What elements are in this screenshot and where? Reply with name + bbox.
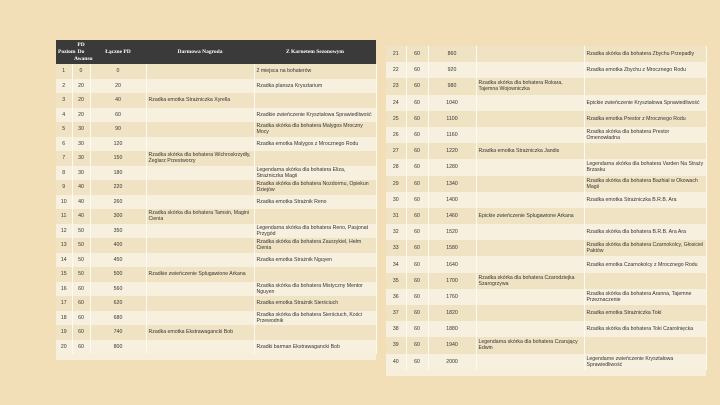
cell-season-pass-reward: Legendarna skórka dla bohatera Eliza, Strażniczka Magii: [254, 166, 376, 181]
cell-total-xp: 1100: [428, 111, 476, 127]
cell-xp-to-level: 60: [72, 325, 90, 340]
cell-xp-to-level: 60: [406, 289, 428, 305]
cell-level: 5: [56, 122, 72, 137]
cell-level: 7: [56, 151, 72, 166]
cell-xp-to-level: 60: [406, 208, 428, 224]
cell-season-pass-reward: Rzadka skórka dla bohatera Mistyczny Mentor Nguyen: [254, 282, 376, 297]
cell-total-xp: 1040: [428, 95, 476, 111]
cell-free-reward: Epickie zwieńczenie Splugawione Arkana: [476, 208, 584, 224]
cell-free-reward: [476, 127, 584, 143]
level-table-left: [56, 40, 376, 360]
cell-xp-to-level: 60: [406, 78, 428, 94]
cell-level: 10: [56, 195, 72, 210]
table-row: [56, 79, 376, 94]
table-row: [56, 282, 376, 297]
cell-total-xp: 60: [90, 108, 146, 123]
cell-season-pass-reward: [584, 337, 706, 353]
cell-xp-to-level: 60: [72, 340, 90, 355]
cell-free-reward: [476, 111, 584, 127]
cell-total-xp: 1340: [428, 176, 476, 192]
cell-xp-to-level: 60: [406, 337, 428, 353]
table-row: [56, 166, 376, 181]
cell-season-pass-reward: Rzadka emotka Strażnik Sierściuch: [254, 296, 376, 311]
table-row: [386, 321, 706, 337]
cell-xp-to-level: 30: [72, 151, 90, 166]
cell-xp-to-level: 60: [406, 321, 428, 337]
cell-free-reward: Rzadka skórka dla bohatera Wichroskrzydły, Żeglarz Przestworzy: [146, 151, 254, 166]
table-row: [56, 122, 376, 137]
cell-xp-to-level: 30: [72, 137, 90, 152]
table-row: [56, 224, 376, 239]
cell-level: 27: [386, 143, 406, 159]
table-row: [56, 195, 376, 210]
cell-level: 33: [386, 240, 406, 256]
table-row: [56, 209, 376, 224]
table-row: [56, 253, 376, 268]
cell-xp-to-level: 20: [72, 108, 90, 123]
cell-season-pass-reward: Rzadka skórka dla bohatera Zbychu Przepadły: [584, 46, 706, 62]
cell-season-pass-reward: [254, 209, 376, 224]
cell-total-xp: 500: [90, 267, 146, 282]
cell-free-reward: [476, 256, 584, 272]
cell-total-xp: 40: [90, 93, 146, 108]
cell-level: 37: [386, 305, 406, 321]
header-xp-to-level: PD Do Awansu: [72, 40, 90, 64]
cell-free-reward: [146, 296, 254, 311]
table-row: [386, 78, 706, 94]
table-row: [56, 325, 376, 340]
cell-total-xp: 1580: [428, 240, 476, 256]
cell-level: 30: [386, 192, 406, 208]
cell-xp-to-level: 50: [72, 253, 90, 268]
cell-free-reward: Rzadka skórka dla bohatera Rokara, Tajemna Wojowniczka: [476, 78, 584, 94]
cell-free-reward: [146, 137, 254, 152]
cell-total-xp: 260: [90, 195, 146, 210]
cell-season-pass-reward: Rzadka emotka Strażnik Nguyen: [254, 253, 376, 268]
cell-level: 9: [56, 180, 72, 195]
cell-level: 29: [386, 176, 406, 192]
cell-season-pass-reward: Legendarna skórka dla bohatera Varden Na Straży Brzasku: [584, 159, 706, 175]
cell-season-pass-reward: Rzadkie zwieńczenie Kryształowa Sprawiedliwość: [254, 108, 376, 123]
cell-xp-to-level: 60: [406, 192, 428, 208]
cell-total-xp: 1820: [428, 305, 476, 321]
cell-xp-to-level: 40: [72, 195, 90, 210]
cell-xp-to-level: 50: [72, 224, 90, 239]
table-row: [386, 192, 706, 208]
cell-level: 31: [386, 208, 406, 224]
cell-free-reward: Rzadkie zwieńczenie Splugawione Arkana: [146, 267, 254, 282]
cell-level: 17: [56, 296, 72, 311]
cell-free-reward: [476, 62, 584, 78]
cell-level: 20: [56, 340, 72, 355]
cell-xp-to-level: 60: [72, 282, 90, 297]
cell-xp-to-level: 50: [72, 267, 90, 282]
cell-total-xp: 1700: [428, 273, 476, 289]
cell-season-pass-reward: Epickie zwieńczenie Kryształowa Sprawiedliwość: [584, 95, 706, 111]
cell-total-xp: 1220: [428, 143, 476, 159]
table-row: [386, 208, 706, 224]
cell-xp-to-level: 30: [72, 122, 90, 137]
cell-season-pass-reward: Rzadka emotka Strażniczka B.R.B. Ara: [584, 192, 706, 208]
cell-free-reward: [146, 64, 254, 79]
cell-level: 21: [386, 46, 406, 62]
cell-total-xp: 1400: [428, 192, 476, 208]
cell-season-pass-reward: Rzadka emotka Zbychu z Mrocznego Rodu: [584, 62, 706, 78]
cell-total-xp: 1940: [428, 337, 476, 353]
cell-season-pass-reward: Rzadka emotka Strażnik Reno: [254, 195, 376, 210]
cell-free-reward: Rzadka skórka dla bohatera Czarodziejka Szarogrzywa: [476, 273, 584, 289]
cell-free-reward: [146, 166, 254, 181]
cell-total-xp: 560: [90, 282, 146, 297]
cell-xp-to-level: 60: [406, 127, 428, 143]
table-header-row: [56, 40, 376, 64]
cell-total-xp: 120: [90, 137, 146, 152]
cell-level: 25: [386, 111, 406, 127]
cell-season-pass-reward: 2 miejsca na bohaterów: [254, 64, 376, 79]
table-row: [386, 354, 706, 370]
cell-xp-to-level: 20: [72, 79, 90, 94]
table-row: [56, 267, 376, 282]
table-row: [56, 108, 376, 123]
cell-level: 18: [56, 311, 72, 326]
header-total-xp: Łączne PD: [90, 40, 146, 64]
cell-season-pass-reward: [584, 143, 706, 159]
cell-level: 3: [56, 93, 72, 108]
cell-total-xp: 620: [90, 296, 146, 311]
cell-free-reward: [476, 354, 584, 370]
cell-level: 36: [386, 289, 406, 305]
cell-level: 40: [386, 354, 406, 370]
cell-free-reward: [146, 282, 254, 297]
cell-level: 8: [56, 166, 72, 181]
cell-season-pass-reward: Rzadka skórka dla bohatera Malygos Mroczny Mocy: [254, 122, 376, 137]
cell-total-xp: 300: [90, 209, 146, 224]
cell-total-xp: 150: [90, 151, 146, 166]
table-row: [56, 238, 376, 253]
cell-season-pass-reward: Rzadka skórka dla bohatera B.R.B. Ara Ara: [584, 224, 706, 240]
cell-season-pass-reward: Rzadka skórka dla bohatera Prestor Omenowładna: [584, 127, 706, 143]
cell-season-pass-reward: Rzadka emotka Prestor z Mrocznego Rodu: [584, 111, 706, 127]
cell-total-xp: 90: [90, 122, 146, 137]
cell-season-pass-reward: [584, 78, 706, 94]
table-row: [386, 46, 706, 62]
table-row: [56, 93, 376, 108]
cell-level: 35: [386, 273, 406, 289]
cell-season-pass-reward: [254, 325, 376, 340]
cell-total-xp: 680: [90, 311, 146, 326]
cell-level: 13: [56, 238, 72, 253]
cell-xp-to-level: 60: [406, 240, 428, 256]
cell-total-xp: 1280: [428, 159, 476, 175]
cell-level: 15: [56, 267, 72, 282]
cell-total-xp: 350: [90, 224, 146, 239]
table-row: [386, 240, 706, 256]
cell-season-pass-reward: Rzadka skórka dla bohatera Bazhial w Okowach Magii: [584, 176, 706, 192]
cell-xp-to-level: 60: [406, 111, 428, 127]
cell-free-reward: [146, 79, 254, 94]
table-row: [56, 311, 376, 326]
cell-season-pass-reward: Rzadka skórka dla bohatera Aranna, Tajemne Przeznaczenie: [584, 289, 706, 305]
cell-free-reward: Rzadka emotka Strażniczka Jandis: [476, 143, 584, 159]
cell-xp-to-level: 60: [406, 62, 428, 78]
cell-xp-to-level: 60: [406, 224, 428, 240]
cell-season-pass-reward: Rzadka emotka Malygos z Mrocznego Rodu: [254, 137, 376, 152]
cell-level: 38: [386, 321, 406, 337]
cell-total-xp: 20: [90, 79, 146, 94]
table-row: [386, 127, 706, 143]
cell-free-reward: [476, 192, 584, 208]
cell-level: 2: [56, 79, 72, 94]
cell-season-pass-reward: Rzadka skórka dla bohatera Zaurzykiel, Hełm Cienia: [254, 238, 376, 253]
cell-level: 26: [386, 127, 406, 143]
cell-season-pass-reward: Rzadka emotka Strażniczka Toki: [584, 305, 706, 321]
cell-total-xp: 450: [90, 253, 146, 268]
cell-free-reward: Rzadka emotka Strażniczka Xyrella: [146, 93, 254, 108]
cell-free-reward: [146, 340, 254, 355]
cell-level: 12: [56, 224, 72, 239]
cell-level: 16: [56, 282, 72, 297]
table-row: [386, 143, 706, 159]
level-table-right: [386, 46, 706, 376]
cell-level: 34: [386, 256, 406, 272]
table-row: [56, 296, 376, 311]
cell-free-reward: [476, 159, 584, 175]
cell-total-xp: 800: [90, 340, 146, 355]
table-row: [386, 289, 706, 305]
cell-xp-to-level: 40: [72, 180, 90, 195]
cell-level: 1: [56, 64, 72, 79]
cell-free-reward: [476, 240, 584, 256]
cell-total-xp: 1880: [428, 321, 476, 337]
cell-season-pass-reward: [584, 273, 706, 289]
cell-season-pass-reward: Legendarna skórka dla bohatera Reno, Pasjonat Przygód: [254, 224, 376, 239]
cell-total-xp: 0: [90, 64, 146, 79]
cell-total-xp: 740: [90, 325, 146, 340]
cell-season-pass-reward: Rzadka skórka dla bohatera Czarnokolcy, Głosiciel Paktów: [584, 240, 706, 256]
cell-xp-to-level: 30: [72, 166, 90, 181]
cell-xp-to-level: 60: [406, 176, 428, 192]
cell-level: 22: [386, 62, 406, 78]
table-row: [56, 151, 376, 166]
cell-xp-to-level: 60: [406, 305, 428, 321]
table-row: [386, 337, 706, 353]
cell-free-reward: [146, 253, 254, 268]
cell-free-reward: [146, 195, 254, 210]
cell-total-xp: 2000: [428, 354, 476, 370]
table-row: [386, 95, 706, 111]
table-row: [386, 273, 706, 289]
cell-total-xp: 180: [90, 166, 146, 181]
cell-total-xp: 1460: [428, 208, 476, 224]
table-row: [386, 256, 706, 272]
cell-xp-to-level: 50: [72, 238, 90, 253]
cell-level: 39: [386, 337, 406, 353]
cell-total-xp: 400: [90, 238, 146, 253]
cell-level: 32: [386, 224, 406, 240]
cell-season-pass-reward: [254, 267, 376, 282]
table-row: [386, 224, 706, 240]
cell-free-reward: [146, 108, 254, 123]
cell-season-pass-reward: Rzadki barman Ekstrawagancki Bob: [254, 340, 376, 355]
cell-level: 14: [56, 253, 72, 268]
cell-season-pass-reward: Legendarne zwieńczenie Kryształowa Sprawiedliwość: [584, 354, 706, 370]
cell-level: 28: [386, 159, 406, 175]
cell-season-pass-reward: Rzadka plansza Krysztarium: [254, 79, 376, 94]
table-row: [386, 305, 706, 321]
cell-free-reward: [146, 311, 254, 326]
cell-level: 6: [56, 137, 72, 152]
cell-xp-to-level: 60: [406, 354, 428, 370]
cell-free-reward: Rzadka emotka Ekstrawagancki Bob: [146, 325, 254, 340]
cell-xp-to-level: 60: [406, 46, 428, 62]
cell-total-xp: 1520: [428, 224, 476, 240]
cell-free-reward: [146, 122, 254, 137]
cell-xp-to-level: 60: [406, 273, 428, 289]
table-row: [386, 159, 706, 175]
cell-xp-to-level: 60: [406, 143, 428, 159]
cell-xp-to-level: 60: [406, 256, 428, 272]
cell-total-xp: 220: [90, 180, 146, 195]
cell-total-xp: 920: [428, 62, 476, 78]
cell-total-xp: 980: [428, 78, 476, 94]
cell-xp-to-level: 60: [72, 311, 90, 326]
cell-free-reward: [476, 46, 584, 62]
cell-xp-to-level: 40: [72, 209, 90, 224]
cell-season-pass-reward: [584, 208, 706, 224]
header-free-reward: Darmowa Nagroda: [146, 40, 254, 64]
cell-total-xp: 1160: [428, 127, 476, 143]
cell-season-pass-reward: Rzadka skórka dla bohatera Sierściuch, Kości Przewodnik: [254, 311, 376, 326]
table-row: [56, 137, 376, 152]
header-season-pass-reward: Z Karnetem Sezonowym: [254, 40, 376, 64]
cell-free-reward: [476, 289, 584, 305]
table-row: [386, 62, 706, 78]
table-row: [56, 64, 376, 79]
cell-xp-to-level: 60: [72, 296, 90, 311]
cell-free-reward: [146, 180, 254, 195]
cell-level: 24: [386, 95, 406, 111]
cell-level: 11: [56, 209, 72, 224]
table-row: [386, 176, 706, 192]
cell-level: 23: [386, 78, 406, 94]
cell-xp-to-level: 0: [72, 64, 90, 79]
header-level: Poziom: [56, 40, 72, 64]
cell-total-xp: 1640: [428, 256, 476, 272]
cell-xp-to-level: 20: [72, 93, 90, 108]
cell-free-reward: [476, 176, 584, 192]
cell-xp-to-level: 60: [406, 159, 428, 175]
table-row: [56, 180, 376, 195]
cell-xp-to-level: 60: [406, 95, 428, 111]
cell-level: 19: [56, 325, 72, 340]
cell-total-xp: 1760: [428, 289, 476, 305]
cell-level: 4: [56, 108, 72, 123]
cell-free-reward: Legendarna skórka dla bohatera Czarujący Edwin: [476, 337, 584, 353]
cell-free-reward: Rzadka skórka dla bohatera Tamsin, Magini Cienia: [146, 209, 254, 224]
cell-free-reward: [476, 224, 584, 240]
cell-free-reward: [146, 224, 254, 239]
table-row: [386, 111, 706, 127]
cell-season-pass-reward: Rzadka emotka Czarnokolcy z Mrocznego Rodu: [584, 256, 706, 272]
cell-season-pass-reward: Rzadka skórka dla bohatera Toki Czarolnięcka: [584, 321, 706, 337]
cell-free-reward: [476, 95, 584, 111]
cell-season-pass-reward: [254, 151, 376, 166]
cell-free-reward: [476, 305, 584, 321]
cell-season-pass-reward: Rzadka skórka dla bohatera Nozdormu, Opiekun Dziejów: [254, 180, 376, 195]
cell-free-reward: [146, 238, 254, 253]
cell-total-xp: 860: [428, 46, 476, 62]
cell-free-reward: [476, 321, 584, 337]
table-row: [56, 340, 376, 355]
cell-season-pass-reward: [254, 93, 376, 108]
